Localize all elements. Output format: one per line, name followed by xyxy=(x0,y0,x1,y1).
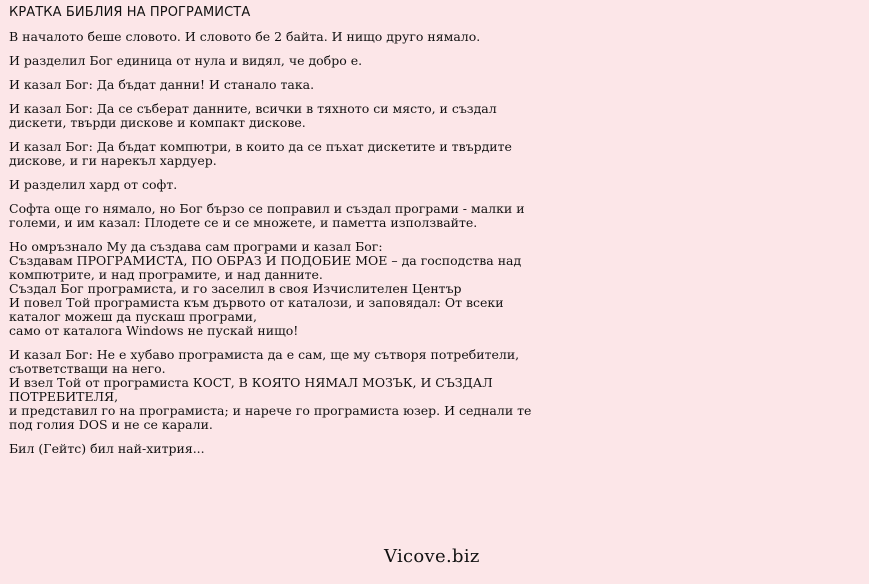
paragraph xyxy=(9,442,554,456)
text-line: Софта още го нямало, но Бог бързо се поправил и създал програми - малки и големи, и им казал: Плодете се и се множете, и паметта използвайте. xyxy=(9,201,525,230)
text-line: Създал Бог програмиста, и го заселил в своя Изчислителен Център xyxy=(9,281,462,296)
text-line: и представил го на програмиста; и нарече го програмиста юзер. И седнали те под голия DOS и не се карали. xyxy=(9,403,532,432)
text-line: И казал Бог: Да бъдат данни! И станало така. xyxy=(9,77,315,92)
text-line: И взел Той от програмиста КОСТ, В КОЯТО НЯМАЛ МОЗЪК, И СЪЗДАЛ ПОТРЕБИТЕЛЯ, xyxy=(9,375,493,404)
text-line: И казал Бог: Не е хубаво програмиста да е сам, ще му сътворя потребители, съответстващи на него. xyxy=(9,347,520,376)
text-line: В началото беше словото. И словото бе 2 байта. И нищо друго нямало. xyxy=(9,29,481,44)
paragraph xyxy=(9,30,554,44)
paragraph xyxy=(9,54,554,68)
text-line: И повел Той програмиста към дървото от каталози, и заповядал: От всеки каталог можеш да пускаш програми, xyxy=(9,295,504,324)
text-line: И казал Бог: Да се съберат данните, всички в тяхното си място, и създал дискети, твърди дискове и компакт дискове. xyxy=(9,101,497,130)
paragraph xyxy=(9,178,554,192)
page-title: КРАТКА БИБЛИЯ НА ПРОГРАМИСТА xyxy=(9,5,251,20)
text-line: Но омръзнало Му да създава сам програми и казал Бог: xyxy=(9,239,383,254)
paragraph xyxy=(9,202,554,230)
text-line: И казал Бог: Да бъдат компютри, в които да се пъхат дискетите и твърдите дискове, и ги нарекъл хардуер. xyxy=(9,139,512,168)
paragraph xyxy=(9,140,554,168)
paragraph xyxy=(9,240,554,338)
site-watermark: Vicove.biz xyxy=(384,546,480,567)
text-line: И разделил хард от софт. xyxy=(9,177,178,192)
paragraph xyxy=(9,78,554,92)
text-line: само от каталога Windows не пускай нищо! xyxy=(9,323,299,338)
article xyxy=(9,6,554,466)
text-line: Бил (Гейтс) бил най-хитрия... xyxy=(9,441,205,456)
paragraph xyxy=(9,102,554,130)
text-line: Създавам ПРОГРАМИСТА, ПО ОБРАЗ И ПОДОБИЕ МОЕ – да господства над компютрите, и над програмите, и над данните. xyxy=(9,253,522,282)
text-line: И разделил Бог единица от нула и видял, че добро е. xyxy=(9,53,363,68)
paragraph xyxy=(9,348,554,432)
